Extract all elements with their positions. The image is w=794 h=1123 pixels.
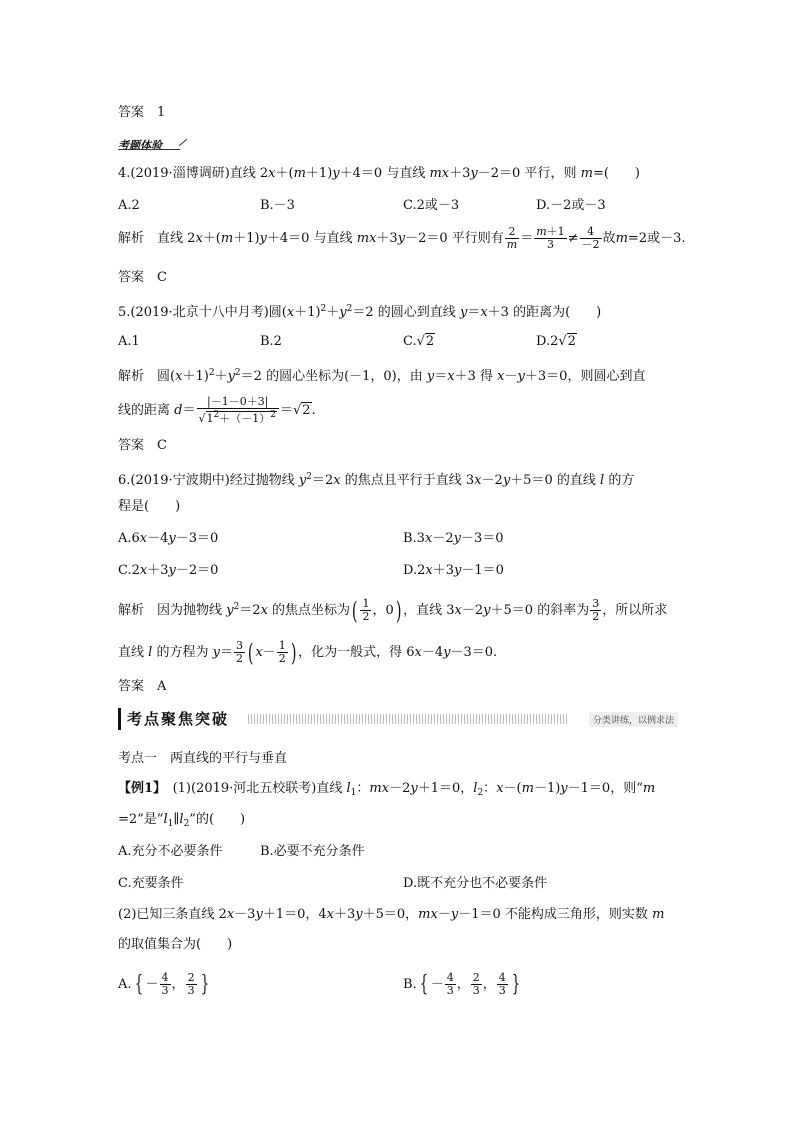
q4-analysis: 解析 直线 2x＋(m＋1)y＋4＝0 与直线 mx＋3y－2＝0 平行则有 $\frac{2}{m}$ ＝ $\frac{m+1}{3}$ ≠ $\frac{4}{-2}$ 故m=2或－3. <box>118 225 686 251</box>
ex1-option-c: C.充要条件 <box>118 876 184 891</box>
q4-stem: 4.(2019·淄博调研)直线 2x＋(m＋1)y＋4＝0 与直线 mx＋3y－2＝0 平行，则 m=( ) <box>118 166 640 181</box>
ex1-line1: 【例1】 (1)(2019·河北五校联考)直线 $l_1$：mx－2y＋1＝0，$l_2$：x－(m－1)y－1＝0，则“m <box>118 781 656 798</box>
q5-analysis-line2: 线的距离 d＝ $\frac{|-1-0+3|}{√1^2+(-1)^2}$ ＝√2. <box>118 395 316 425</box>
q6-option-a: A.6x－4y－3＝0 <box>118 531 219 546</box>
q5-stem: 5.(2019·北京十八中月考)圆$(x+1)^2+y^2=2$ 的圆心到直线 y＝x＋3 的距离为( ) <box>118 304 602 320</box>
q6-option-c: C.2x＋3y－2＝0 <box>118 563 219 578</box>
q5-option-b: B.2 <box>260 334 282 349</box>
q4-option-d: D.－2或－3 <box>536 198 606 213</box>
q6-stem-line2: 程是( ) <box>118 499 181 514</box>
banner-title: 考点聚焦突破 <box>118 708 229 730</box>
ex1-option-d: D.既不充分也不必要条件 <box>403 876 548 891</box>
q6-analysis-line1: 解析 因为抛物线 $y^2=2x$ 的焦点坐标为( $\frac{1}{2}$ ，0) ，直线 3x－2y＋5＝0 的斜率为 $\frac{3}{2}$ ，所以所求 <box>118 596 668 625</box>
ex1-part2-line2: 的取值集合为( ) <box>118 937 233 952</box>
q6-stem-line1: 6.(2019·宁波期中)经过抛物线 $y^2=2x$ 的焦点且平行于直线 3x－2y＋5＝0 的直线 l 的方 <box>118 472 635 488</box>
q5-analysis-line1: 解析 圆$(x+1)^2+y^2=2$ 的圆心坐标为(－1，0)，由 y＝x＋3 得 x－y＋3＝0，则圆心到直 <box>118 368 646 384</box>
q6-option-d: D.2x＋3y－1＝0 <box>403 563 504 578</box>
ex1-part2-line1: (2)已知三条直线 2x－3y＋1＝0，4x＋3y＋5＝0，mx－y－1＝0 不能构成三角形，则实数 m <box>118 907 665 922</box>
previous-answer: 答案 1 <box>118 105 166 120</box>
key-point-title: 考点一 两直线的平行与垂直 <box>118 751 288 766</box>
tag-underline <box>118 149 180 150</box>
q6-answer: 答案 A <box>118 679 167 694</box>
q6-analysis-line2: 直线 l 的方程为 y＝ $\frac{3}{2}$ ( x－ $\frac{1}{2}$ ) ，化为一般式，得 6x－4y－3＝0. <box>118 638 498 667</box>
ex1-part2-option-a: A. { － $\frac{4}{3}$ ， $\frac{2}{3}$ } <box>118 971 209 997</box>
q4-answer: 答案 C <box>118 270 167 285</box>
ex1-part2-option-b: B. { － $\frac{4}{3}$ ， $\frac{2}{3}$ ， $\frac{4}{3}$ } <box>403 971 520 997</box>
ex1-line2: =2”是“$l_1\parallel l_2$”的( ) <box>118 812 246 829</box>
q6-option-b: B.3x－2y－3＝0 <box>403 531 504 546</box>
q4-option-c: C.2或－3 <box>403 198 460 213</box>
q5-option-c: C.√2 <box>403 334 435 349</box>
section-tag <box>118 134 188 152</box>
banner-subtitle: 分类讲练，以例求法 <box>589 712 678 727</box>
tag-slash <box>179 139 187 146</box>
ex1-option-b: B.必要不充分条件 <box>260 844 365 859</box>
ex1-option-a: A.充分不必要条件 <box>118 844 223 859</box>
q5-option-a: A.1 <box>118 334 140 349</box>
q4-option-b: B.－3 <box>260 198 295 213</box>
q5-answer: 答案 C <box>118 438 167 453</box>
section-banner <box>118 708 678 730</box>
q4-option-a: A.2 <box>118 198 140 213</box>
section-tag-label: 考题体验 <box>118 139 162 152</box>
q5-option-d: D.2√2 <box>536 334 576 349</box>
banner-divider <box>248 714 568 724</box>
